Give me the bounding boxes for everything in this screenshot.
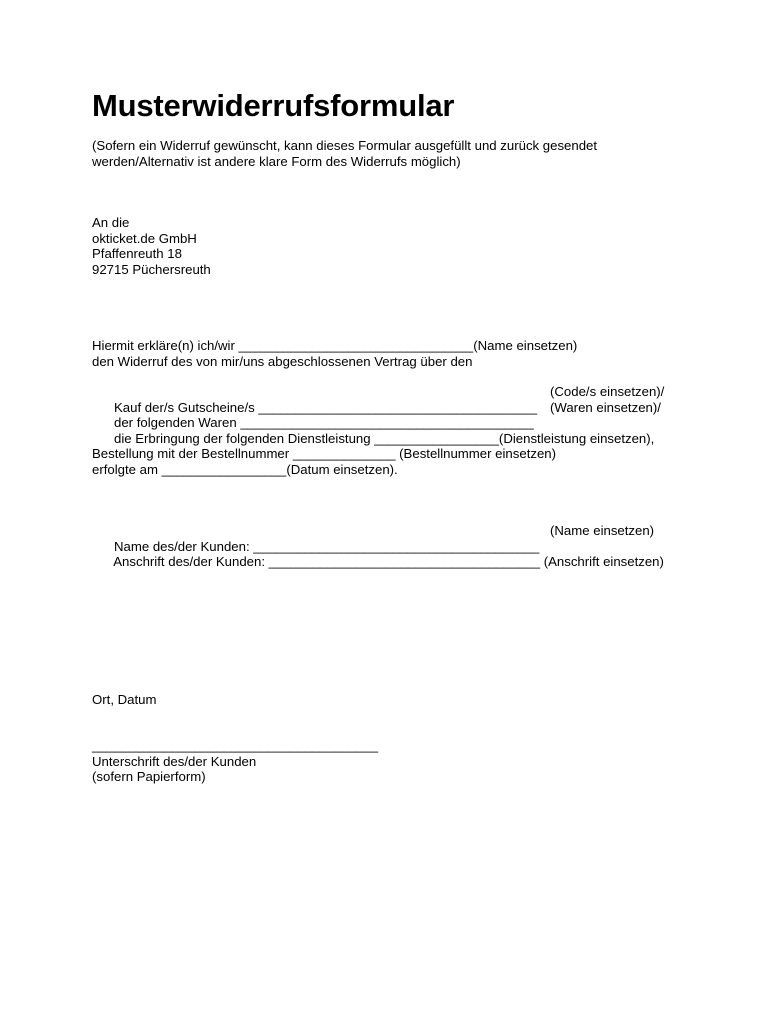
customer-name-hint: (Name einsetzen) [550,523,655,538]
intro-line: werden/Alternativ ist andere klare Form des Widerrufs möglich) [92,153,461,169]
intro-text [92,138,597,169]
purchase-field: der folgenden Waren ________________________________________ [113,415,534,430]
address-line: Pfaffenreuth 18 [92,246,182,261]
declaration-line: Hiermit erkläre(n) ich/wir ________________________________(Name einsetzen) [92,338,578,353]
order-line: Bestellung mit der Bestellnummer ______________ (Bestellnummer einsetzen) [92,446,557,461]
customer-row [92,523,692,554]
place-date-label: Ort, Datum [92,692,157,707]
order-line: erfolgte am _________________(Datum einsetzen). [92,461,398,477]
address-line: An die [92,215,130,230]
customer-address-field: Anschrift des/der Kunden: _____________________________________ (Anschrift einsetzen) [113,554,664,569]
signature-note: (sofern Papierform) [92,769,206,784]
purchase-field: die Erbringung der folgenden Dienstleistung _________________(Dienstleistung einsetzen), [113,430,655,446]
address-line: okticket.de GmbH [92,230,197,246]
signature-line: _______________________________________ [92,738,379,753]
purchase-row [92,415,692,446]
declaration-section [92,338,577,369]
signature-section [92,738,378,785]
declaration-line: den Widerruf des von mir/uns abgeschlossenen Vertrag über den [92,353,473,369]
purchase-field-hint: (Code/s einsetzen)/ [550,384,665,399]
place-date [92,692,156,708]
purchase-row [92,399,692,430]
purchase-section [92,384,692,446]
signature-label: Unterschrift des/der Kunden [92,753,257,769]
customer-name-field: Name des/der Kunden: _______________________________________ [113,538,540,554]
address-line: 92715 Püchersreuth [92,261,211,277]
purchase-field: Kauf der/s Gutscheine/s ______________________________________ [113,399,538,415]
intro-line: (Sofern ein Widerruf gewünscht, kann dieses Formular ausgefüllt und zurück gesendet [92,138,598,153]
purchase-field-hint: (Waren einsetzen)/ [550,399,661,415]
page-title: Musterwiderrufsformular [92,88,455,123]
recipient-address [92,215,211,277]
order-section [92,446,556,477]
customer-row [92,539,692,569]
customer-section [92,523,692,569]
